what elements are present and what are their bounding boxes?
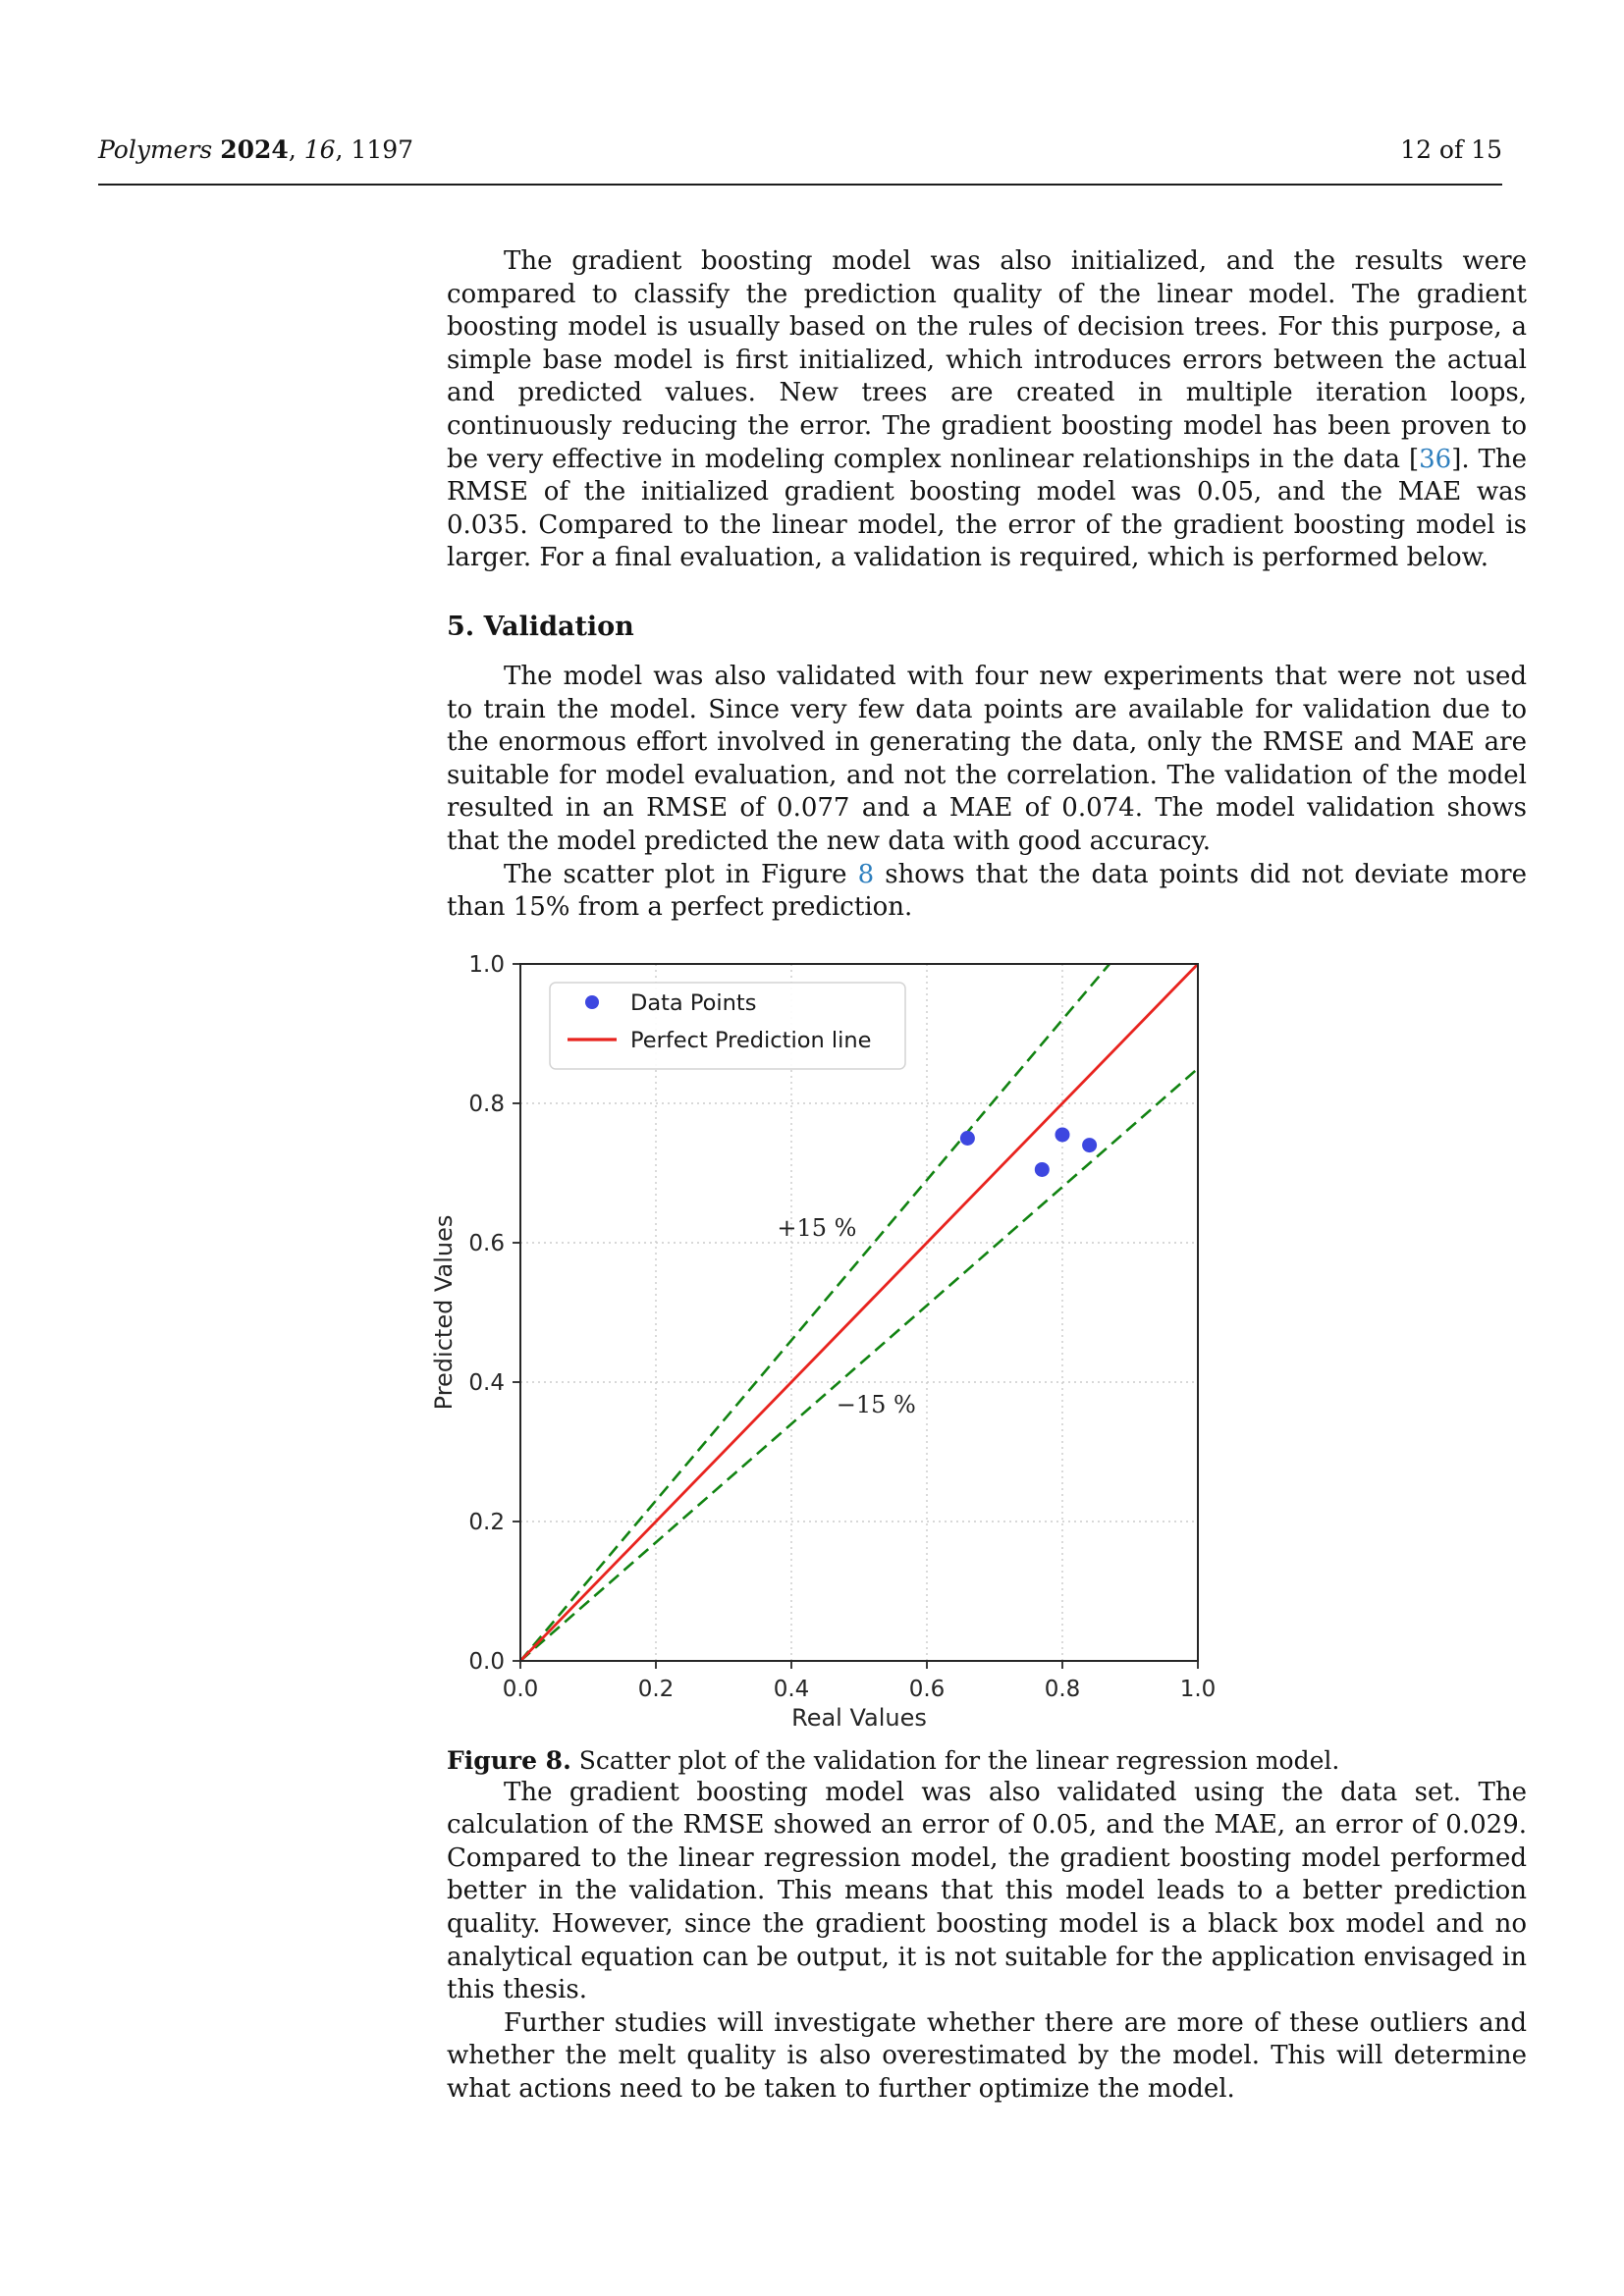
x-tick-label: 1.0 bbox=[1179, 1676, 1217, 1702]
legend-marker-dot bbox=[585, 995, 599, 1009]
content-column bbox=[430, 245, 1527, 2107]
journal-citation bbox=[98, 135, 413, 164]
scatter-plot-svg bbox=[422, 938, 1257, 1743]
y-tick-label: 0.0 bbox=[468, 1648, 505, 1675]
legend-label: Data Points bbox=[630, 989, 757, 1016]
reference-link-36[interactable]: 36 bbox=[1419, 444, 1452, 474]
x-tick-label: 0.0 bbox=[502, 1676, 539, 1702]
y-tick-label: 0.2 bbox=[468, 1509, 505, 1535]
paragraph-gb-validation: The gradient boosting model was also validated using the data set. The calculation of the RMSE showed an error of 0.05, and the MAE, an error of 0.029. Compared to the linear regression model, the gradient boosting model performed better in the validation. This means that this model leads to a better prediction quality. However, since the gradient boosting model is a black box model and no analytical equation can be output, it is not suitable for the application envisaged in this thesis. bbox=[447, 1777, 1527, 2005]
legend-label: Perfect Prediction line bbox=[630, 1027, 872, 1053]
y-tick-label: 0.4 bbox=[468, 1369, 505, 1396]
figure-8-scatter-chart bbox=[422, 938, 1257, 1743]
x-axis-label: Real Values bbox=[791, 1703, 927, 1732]
figure-caption-text: Scatter plot of the validation for the linear regression model. bbox=[570, 1745, 1340, 1775]
paragraph-further-studies: Further studies will investigate whether there are more of these outliers and whether the melt quality is also overestimated by the model. This will determine what actions need to be taken to further optimize the model. bbox=[447, 2007, 1527, 2105]
y-tick-label: 0.6 bbox=[468, 1230, 505, 1256]
text-segment: The gradient boosting model was also initialized, and the results were compared to classify the prediction quality of the linear model. The gradient boosting model is usually based on the rules of decision trees. For this purpose, a simple base model is first initialized, which introduces errors between the actual and predicted values. New trees are created in multiple iteration loops, continuously reducing the error. The gradient boosting model has been proven to be very effective in modeling complex nonlinear relationships in the data [ bbox=[447, 246, 1527, 474]
tolerance-band-line bbox=[520, 1068, 1198, 1661]
paragraph-scatter-intro bbox=[447, 859, 1527, 925]
figure-8-caption bbox=[447, 1745, 1527, 1777]
data-point bbox=[1056, 1127, 1070, 1142]
article-number: , 1197 bbox=[335, 135, 414, 164]
citation-separator: , bbox=[288, 135, 304, 164]
page-header bbox=[98, 135, 1502, 164]
figure-caption-label: Figure 8. bbox=[447, 1745, 571, 1775]
paragraph-gradient-boosting-init bbox=[447, 245, 1527, 575]
page-number: 12 of 15 bbox=[1400, 135, 1502, 164]
y-tick-label: 1.0 bbox=[468, 951, 505, 978]
data-point bbox=[960, 1131, 975, 1146]
journal-year: 2024 bbox=[220, 135, 289, 164]
x-tick-label: 0.4 bbox=[773, 1676, 810, 1702]
paragraph-validation: The model was also validated with four new experiments that were not used to train the model. Since very few data points are available for validation due to the enormous effort involved in generating the data, only the RMSE and MAE are suitable for model evaluation, and not the correlation. The validation of the model resulted in an RMSE of 0.077 and a MAE of 0.074. The model validation shows that the model predicted the new data with good accuracy. bbox=[447, 661, 1527, 856]
figure-8 bbox=[430, 938, 1527, 1777]
text-segment: The scatter plot in Figure bbox=[504, 859, 858, 889]
data-point bbox=[1035, 1162, 1050, 1177]
x-tick-label: 0.8 bbox=[1044, 1676, 1081, 1702]
x-tick-label: 0.2 bbox=[637, 1676, 675, 1702]
data-point bbox=[1082, 1138, 1097, 1152]
header-divider bbox=[98, 184, 1502, 186]
tolerance-annotation: −15 % bbox=[836, 1390, 916, 1418]
y-axis-label: Predicted Values bbox=[430, 1214, 458, 1411]
text-segment: ]. The RMSE of the initialized gradient boosting model was 0.05, and the MAE was 0.035. Compared to the linear model, the error of the gradient boosting model is larger. For a final evaluation, a validation is required, which is performed below. bbox=[447, 444, 1527, 573]
y-tick-label: 0.8 bbox=[468, 1091, 505, 1117]
text-segment: shows that the data points did not deviate more than 15% from a perfect prediction. bbox=[447, 859, 1527, 923]
tolerance-annotation: +15 % bbox=[777, 1213, 857, 1242]
journal-volume: 16 bbox=[303, 135, 336, 164]
section-heading-validation: 5. Validation bbox=[447, 611, 634, 642]
x-tick-label: 0.6 bbox=[908, 1676, 946, 1702]
figure-link-8[interactable]: 8 bbox=[857, 859, 875, 889]
journal-name: Polymers bbox=[98, 135, 221, 164]
